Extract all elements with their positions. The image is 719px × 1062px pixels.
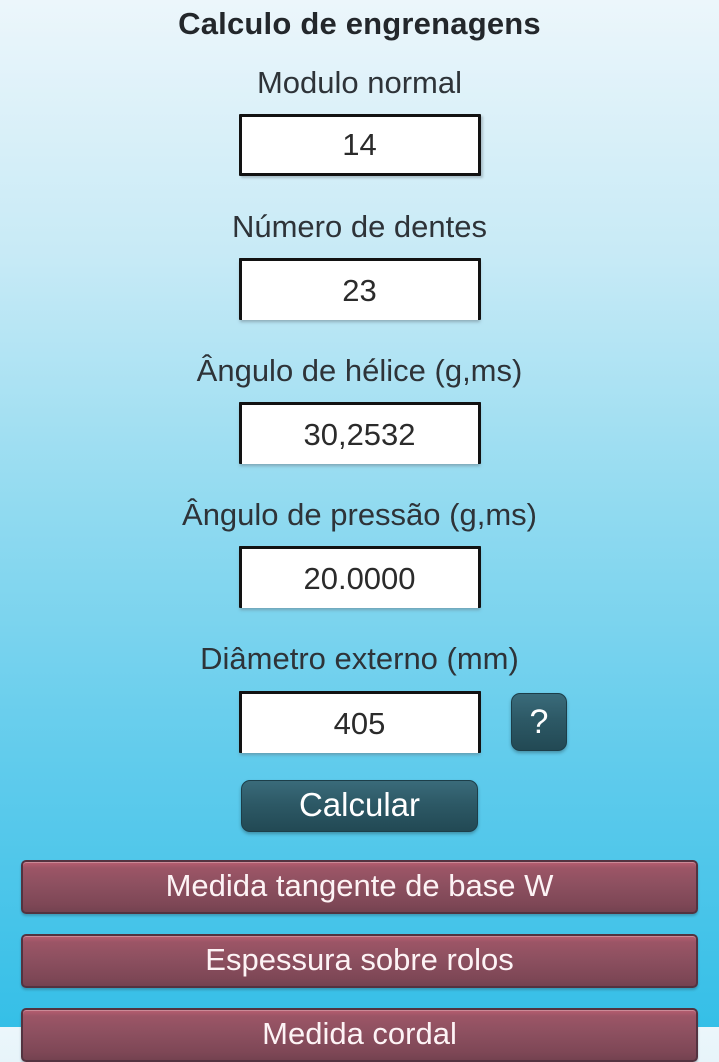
field-group-modulo-normal bbox=[0, 64, 719, 176]
modulo-normal-input[interactable] bbox=[239, 114, 481, 176]
espessura-sobre-rolos-button[interactable]: Espessura sobre rolos bbox=[21, 934, 698, 988]
field-group-angulo-pressao bbox=[0, 496, 719, 608]
modulo-normal-label: Modulo normal bbox=[256, 65, 463, 100]
field-group-diametro-externo bbox=[0, 640, 719, 753]
diametro-externo-input[interactable] bbox=[239, 691, 481, 753]
medida-cordal-button[interactable]: Medida cordal bbox=[21, 1008, 698, 1062]
angulo-helice-input[interactable] bbox=[239, 402, 481, 464]
angulo-helice-label: Ângulo de hélice (g,ms) bbox=[196, 353, 523, 388]
calcular-button[interactable]: Calcular bbox=[241, 780, 478, 832]
field-group-angulo-helice bbox=[0, 352, 719, 464]
field-group-numero-de-dentes bbox=[0, 208, 719, 320]
angulo-pressao-input[interactable] bbox=[239, 546, 481, 608]
diametro-externo-row bbox=[0, 691, 719, 753]
medida-tangente-base-w-button[interactable]: Medida tangente de base W bbox=[21, 860, 698, 914]
angulo-pressao-label: Ângulo de pressão (g,ms) bbox=[182, 497, 537, 532]
numero-de-dentes-input[interactable] bbox=[239, 258, 481, 320]
gear-calculator-screen bbox=[0, 4, 719, 1051]
diametro-externo-label: Diâmetro externo (mm) bbox=[200, 641, 519, 676]
numero-de-dentes-label: Número de dentes bbox=[231, 209, 488, 244]
page-title: Calculo de engrenagens bbox=[178, 6, 541, 41]
help-button[interactable]: ? bbox=[511, 693, 567, 751]
